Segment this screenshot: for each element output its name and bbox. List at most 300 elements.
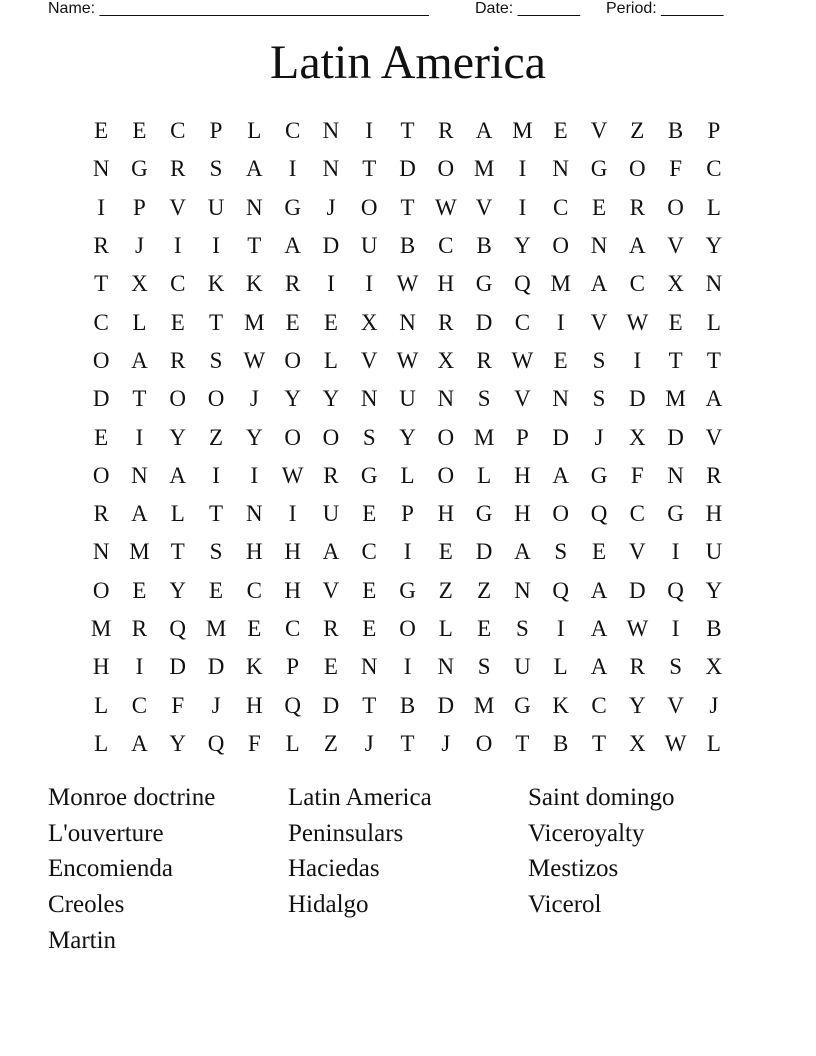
grid-letter[interactable]: N (246, 501, 263, 527)
grid-letter[interactable]: G (131, 156, 148, 182)
grid-letter[interactable]: O (92, 462, 110, 488)
grid-letter[interactable]: N (590, 233, 608, 259)
grid-letter[interactable]: X (705, 654, 723, 680)
grid-letter[interactable]: P (707, 118, 721, 144)
grid-letter[interactable]: O (437, 424, 455, 450)
grid-letter[interactable]: L (170, 501, 185, 527)
grid-letter[interactable]: D (207, 654, 225, 680)
grid-letter[interactable]: Y (169, 577, 187, 603)
grid-row (82, 572, 734, 610)
grid-letter[interactable]: S (209, 539, 223, 565)
grid-letter[interactable]: H (514, 462, 531, 488)
grid-letter[interactable]: A (590, 271, 608, 297)
grid-letter[interactable]: T (362, 156, 377, 182)
grid-letter[interactable]: Q (514, 271, 531, 297)
grid-letter[interactable]: X (437, 347, 455, 373)
grid-letter[interactable]: T (170, 539, 185, 565)
grid-letter[interactable]: N (667, 462, 684, 488)
grid-letter[interactable]: D (475, 309, 493, 335)
grid-letter[interactable]: G (475, 501, 493, 527)
grid-letter[interactable]: Y (246, 424, 263, 450)
grid-letter[interactable]: O (437, 156, 455, 182)
grid-letter[interactable]: E (132, 118, 147, 144)
grid-letter[interactable]: J (211, 692, 221, 718)
grid-letter[interactable]: F (171, 692, 185, 718)
grid-letter[interactable]: M (512, 118, 533, 144)
grid-letter[interactable]: Z (438, 577, 453, 603)
grid-letter[interactable]: L (285, 730, 300, 756)
grid-letter[interactable]: W (626, 309, 649, 335)
grid-letter[interactable]: N (322, 118, 340, 144)
grid-letter[interactable]: Q (590, 501, 608, 527)
grid-letter[interactable]: E (477, 616, 492, 641)
grid-letter[interactable]: B (399, 692, 416, 718)
grid-letter[interactable]: R (629, 654, 645, 680)
grid-letter[interactable]: O (475, 730, 493, 756)
grid-letter[interactable]: O (399, 616, 416, 641)
grid-letter[interactable]: V (590, 309, 608, 335)
grid-letter[interactable]: E (438, 539, 453, 565)
grid-letter[interactable]: X (131, 271, 148, 297)
grid-letter[interactable]: R (131, 616, 148, 641)
grid-letter[interactable]: I (288, 156, 297, 182)
grid-letter[interactable]: D (92, 386, 110, 412)
grid-letter[interactable]: M (550, 271, 571, 297)
grid-letter[interactable]: E (553, 347, 568, 373)
grid-letter[interactable]: I (212, 462, 220, 488)
grid-letter[interactable]: G (590, 156, 608, 182)
grid-letter[interactable]: R (706, 462, 722, 488)
grid-letter[interactable]: P (286, 654, 300, 680)
grid-letter[interactable]: I (518, 194, 527, 220)
grid-letter[interactable]: W (396, 347, 419, 373)
grid-letter[interactable]: L (477, 462, 492, 488)
grid-letter[interactable]: H (437, 271, 455, 297)
grid-letter[interactable]: S (477, 386, 491, 412)
grid-row (82, 725, 734, 763)
grid-letter[interactable]: S (209, 347, 223, 373)
name-field[interactable]: Name: _____________________________________ (48, 0, 429, 17)
grid-letter[interactable]: T (668, 347, 683, 373)
grid-letter[interactable]: K (246, 271, 263, 297)
grid-letter[interactable]: V (514, 386, 531, 412)
grid-letter[interactable]: N (552, 386, 570, 412)
grid-letter[interactable]: I (403, 654, 412, 680)
word-list-item: Peninsulars (288, 819, 404, 847)
grid-letter[interactable]: C (131, 692, 148, 718)
grid-letter[interactable]: D (437, 692, 455, 718)
grid-letter[interactable]: S (669, 654, 682, 680)
grid-letter[interactable]: C (438, 233, 454, 259)
grid-letter[interactable]: N (514, 577, 531, 603)
grid-letter[interactable]: A (628, 233, 646, 259)
grid-letter[interactable]: M (665, 386, 686, 412)
grid-letter[interactable]: J (441, 730, 451, 756)
grid-letter[interactable]: N (437, 654, 455, 680)
grid-letter[interactable]: J (364, 730, 374, 756)
grid-letter[interactable]: B (553, 730, 569, 756)
grid-letter[interactable]: N (92, 156, 110, 182)
grid-letter[interactable]: S (516, 616, 529, 641)
grid-letter[interactable]: T (706, 347, 721, 373)
grid-letter[interactable]: K (246, 654, 263, 680)
grid-letter[interactable]: T (400, 194, 415, 220)
grid-letter[interactable]: I (365, 118, 374, 144)
grid-letter[interactable]: L (553, 654, 568, 680)
grid-letter[interactable]: O (92, 347, 110, 373)
grid-letter[interactable]: N (552, 156, 570, 182)
grid-letter[interactable]: Y (705, 233, 723, 259)
grid-letter[interactable]: V (590, 118, 608, 144)
grid-letter[interactable]: V (667, 692, 684, 718)
grid-letter[interactable]: V (169, 194, 187, 220)
grid-letter[interactable]: W (281, 462, 304, 488)
grid-letter[interactable]: L (323, 347, 338, 373)
grid-letter[interactable]: H (437, 501, 455, 527)
grid-letter[interactable]: P (401, 501, 414, 527)
grid-letter[interactable]: N (437, 386, 455, 412)
grid-letter[interactable]: E (170, 309, 185, 335)
grid-letter[interactable]: V (360, 347, 378, 373)
grid-letter[interactable]: T (515, 730, 530, 756)
grid-letter[interactable]: T (591, 730, 607, 756)
grid-letter[interactable]: C (591, 692, 607, 718)
grid-letter[interactable]: A (131, 730, 148, 756)
grid-letter[interactable]: K (207, 271, 225, 297)
grid-letter[interactable]: T (400, 730, 415, 756)
grid-letter[interactable]: W (664, 730, 687, 756)
grid-letter[interactable]: I (403, 539, 412, 565)
grid-letter[interactable]: G (514, 692, 531, 718)
grid-letter[interactable]: A (590, 577, 608, 603)
grid-letter[interactable]: D (628, 577, 646, 603)
grid-letter[interactable]: T (400, 118, 415, 144)
grid-letter[interactable]: N (360, 386, 378, 412)
grid-letter[interactable]: B (667, 118, 684, 144)
grid-letter[interactable]: U (360, 233, 378, 259)
grid-letter[interactable]: Y (169, 730, 187, 756)
grid-letter[interactable]: O (360, 194, 378, 220)
grid-letter[interactable]: G (475, 271, 493, 297)
period-field[interactable]: Period: _______ (606, 0, 724, 17)
grid-letter[interactable]: Q (169, 616, 187, 641)
grid-letter[interactable]: I (365, 271, 374, 297)
grid-letter[interactable]: Z (323, 730, 338, 756)
grid-letter[interactable]: K (552, 692, 570, 718)
grid-letter[interactable]: W (243, 347, 266, 373)
grid-letter[interactable]: N (322, 156, 340, 182)
grid-letter[interactable]: C (361, 539, 377, 565)
grid-letter[interactable]: Z (477, 577, 492, 603)
grid-letter[interactable]: J (134, 233, 144, 259)
grid-letter[interactable]: L (706, 194, 721, 220)
grid-letter[interactable]: C (170, 118, 186, 144)
grid-letter[interactable]: O (552, 233, 570, 259)
grid-letter[interactable]: G (284, 194, 301, 220)
grid-letter[interactable]: D (322, 692, 340, 718)
grid-letter[interactable]: D (322, 233, 340, 259)
grid-letter[interactable]: X (667, 271, 684, 297)
grid-letter[interactable]: I (173, 233, 182, 259)
grid-letter[interactable]: M (244, 309, 265, 335)
grid-letter[interactable]: T (247, 233, 262, 259)
grid-letter[interactable]: J (326, 194, 336, 220)
grid-letter[interactable]: J (594, 424, 604, 450)
grid-letter[interactable]: B (706, 616, 722, 641)
grid-letter[interactable]: U (705, 539, 723, 565)
grid-letter[interactable]: R (93, 501, 109, 527)
grid-letter[interactable]: E (132, 577, 147, 603)
grid-letter[interactable]: A (246, 156, 263, 182)
grid-letter[interactable]: H (284, 577, 301, 603)
grid-letter[interactable]: R (170, 347, 186, 373)
grid-letter[interactable]: R (438, 118, 454, 144)
grid-letter[interactable]: S (362, 424, 376, 450)
grid-letter[interactable]: D (169, 654, 187, 680)
grid-letter[interactable]: C (553, 194, 569, 220)
grid-letter[interactable]: E (209, 577, 224, 603)
grid-letter[interactable]: E (323, 309, 338, 335)
grid-letter[interactable]: H (246, 692, 263, 718)
grid-letter[interactable]: R (170, 156, 186, 182)
grid-letter[interactable]: R (93, 233, 109, 259)
grid-letter[interactable]: R (476, 347, 492, 373)
grid-letter[interactable]: L (94, 692, 109, 718)
grid-row (82, 112, 734, 150)
grid-letter[interactable]: L (400, 462, 415, 488)
grid-letter[interactable]: F (669, 156, 682, 182)
grid-letter[interactable]: C (284, 616, 301, 641)
grid-letter[interactable]: F (247, 730, 261, 756)
word-list-item: Saint domingo (528, 784, 675, 811)
grid-letter[interactable]: E (94, 424, 109, 450)
grid-letter[interactable]: Y (705, 577, 723, 603)
grid-letter[interactable]: O (667, 194, 684, 220)
grid-letter[interactable]: L (132, 309, 147, 335)
grid-letter[interactable]: I (327, 271, 335, 297)
grid-letter[interactable]: V (705, 424, 723, 450)
grid-letter[interactable]: C (284, 118, 301, 144)
grid-letter[interactable]: G (667, 501, 684, 527)
grid-letter[interactable]: N (360, 654, 378, 680)
grid-letter[interactable]: A (705, 386, 723, 412)
grid-letter[interactable]: O (437, 462, 455, 488)
grid-letter[interactable]: V (322, 577, 340, 603)
grid-letter[interactable]: E (591, 539, 607, 565)
grid-letter[interactable]: B (476, 233, 492, 259)
grid-letter[interactable]: O (169, 386, 187, 412)
grid-letter[interactable]: D (628, 386, 646, 412)
grid-letter[interactable]: Y (514, 233, 531, 259)
grid-letter[interactable]: Q (552, 577, 570, 603)
grid-letter[interactable]: N (705, 271, 723, 297)
grid-letter[interactable]: I (212, 233, 220, 259)
grid-letter[interactable]: E (591, 194, 607, 220)
grid-letter[interactable]: E (94, 118, 109, 144)
grid-letter[interactable]: T (94, 271, 109, 297)
grid-letter[interactable]: R (323, 462, 339, 488)
grid-letter[interactable]: M (473, 156, 495, 182)
grid-letter[interactable]: A (514, 539, 531, 565)
grid-letter[interactable]: I (288, 501, 297, 527)
grid-letter[interactable]: P (516, 424, 529, 450)
grid-letter[interactable]: G (590, 462, 608, 488)
grid-letter[interactable]: U (207, 194, 225, 220)
grid-letter[interactable]: T (209, 309, 224, 335)
grid-letter[interactable]: I (556, 309, 565, 335)
grid-letter[interactable]: I (135, 654, 144, 680)
grid-letter[interactable]: C (170, 271, 186, 297)
grid-letter[interactable]: Y (169, 424, 187, 450)
grid-letter[interactable]: I (135, 424, 144, 450)
grid-letter[interactable]: E (668, 309, 683, 335)
grid-letter[interactable]: Z (630, 118, 645, 144)
grid-letter[interactable]: O (284, 424, 301, 450)
grid-letter[interactable]: R (323, 616, 339, 641)
grid-letter[interactable]: O (92, 577, 110, 603)
grid-letter[interactable]: M (129, 539, 150, 565)
grid-letter[interactable]: W (396, 271, 419, 297)
grid-letter[interactable]: L (247, 118, 262, 144)
grid-letter[interactable]: O (207, 386, 225, 412)
grid-letter[interactable]: L (438, 616, 453, 641)
grid-letter[interactable]: M (473, 692, 495, 718)
grid-letter[interactable]: Q (667, 577, 684, 603)
grid-letter[interactable]: H (92, 654, 110, 680)
grid-letter[interactable]: O (552, 501, 570, 527)
grid-letter[interactable]: S (477, 654, 491, 680)
grid-letter[interactable]: O (628, 156, 646, 182)
grid-letter[interactable]: E (362, 577, 377, 603)
grid-letter[interactable]: W (434, 194, 457, 220)
grid-letter[interactable]: P (209, 118, 223, 144)
grid-letter[interactable]: V (475, 194, 493, 220)
grid-letter[interactable]: I (633, 347, 642, 373)
grid-row (82, 380, 734, 418)
grid-letter[interactable]: E (323, 654, 338, 680)
grid-letter[interactable]: L (94, 730, 109, 756)
grid-letter[interactable]: S (592, 386, 606, 412)
grid-letter[interactable]: D (399, 156, 416, 182)
grid-letter[interactable]: G (360, 462, 378, 488)
grid-letter[interactable]: N (399, 309, 416, 335)
grid-letter[interactable]: T (362, 692, 377, 718)
grid-letter[interactable]: R (284, 271, 301, 297)
grid-letter[interactable]: E (362, 501, 377, 527)
grid-letter[interactable]: B (399, 233, 416, 259)
grid-letter[interactable]: X (628, 730, 646, 756)
grid-letter[interactable]: S (592, 347, 606, 373)
grid-letter[interactable]: C (629, 501, 645, 527)
grid-letter[interactable]: C (93, 309, 109, 335)
grid-letter[interactable]: M (473, 424, 495, 450)
grid-letter[interactable]: A (590, 616, 608, 641)
grid-letter[interactable]: A (169, 462, 187, 488)
grid-letter[interactable]: I (250, 462, 259, 488)
grid-letter[interactable]: A (131, 501, 148, 527)
grid-letter[interactable]: H (246, 539, 263, 565)
grid-letter[interactable]: E (362, 616, 377, 641)
grid-letter[interactable]: Q (207, 730, 225, 756)
grid-letter[interactable]: D (475, 539, 493, 565)
grid-letter[interactable]: A (131, 347, 148, 373)
grid-letter[interactable]: M (205, 616, 227, 641)
grid-letter[interactable]: V (667, 233, 684, 259)
grid-letter[interactable]: O (284, 347, 301, 373)
grid-letter[interactable]: T (132, 386, 147, 412)
grid-letter[interactable]: S (554, 539, 568, 565)
grid-letter[interactable]: A (475, 118, 493, 144)
grid-letter[interactable]: I (518, 156, 527, 182)
grid-letter[interactable]: W (511, 347, 534, 373)
grid-letter[interactable]: Y (284, 386, 301, 412)
grid-letter[interactable]: Q (284, 692, 301, 718)
grid-letter[interactable]: N (131, 462, 148, 488)
grid-letter[interactable]: Y (399, 424, 416, 450)
grid-letter[interactable]: Y (322, 386, 340, 412)
grid-letter[interactable]: A (590, 654, 608, 680)
word-list-item: Viceroyalty (528, 819, 645, 847)
grid-letter[interactable]: P (133, 194, 146, 220)
grid-letter[interactable]: C (246, 577, 262, 603)
grid-letter[interactable]: Y (628, 692, 646, 718)
grid-letter[interactable]: C (514, 309, 531, 335)
grid-letter[interactable]: U (399, 386, 416, 412)
grid-letter[interactable]: Z (209, 424, 224, 450)
grid-letter[interactable]: I (556, 616, 565, 641)
grid-letter[interactable]: E (285, 309, 300, 335)
grid-letter[interactable]: G (399, 577, 416, 603)
grid-letter[interactable]: J (709, 692, 719, 718)
grid-letter[interactable]: L (706, 309, 721, 335)
grid-letter[interactable]: L (706, 730, 721, 756)
grid-letter[interactable]: C (629, 271, 645, 297)
grid-letter[interactable]: H (514, 501, 531, 527)
grid-letter[interactable]: R (629, 194, 645, 220)
grid-letter[interactable]: A (322, 539, 340, 565)
grid-letter[interactable]: N (92, 539, 110, 565)
grid-letter[interactable]: D (552, 424, 570, 450)
word-list-item: Encomienda (48, 855, 173, 883)
grid-letter[interactable]: T (209, 501, 224, 527)
date-field[interactable]: Date: _______ (475, 0, 580, 17)
grid-letter[interactable]: X (628, 424, 646, 450)
grid-letter[interactable]: R (438, 309, 454, 335)
grid-letter[interactable]: H (705, 501, 723, 527)
grid-letter[interactable]: A (552, 462, 570, 488)
grid-letter[interactable]: J (249, 386, 259, 412)
grid-letter[interactable]: N (246, 194, 263, 220)
grid-letter[interactable]: F (630, 462, 644, 488)
grid-letter[interactable]: I (671, 616, 680, 641)
grid-letter[interactable]: E (247, 616, 262, 641)
grid-letter[interactable]: D (667, 424, 684, 450)
grid-letter[interactable]: E (553, 118, 568, 144)
grid-letter[interactable]: H (284, 539, 301, 565)
grid-letter[interactable]: O (322, 424, 340, 450)
grid-letter[interactable]: C (706, 156, 722, 182)
grid-letter[interactable]: I (671, 539, 680, 565)
grid-letter[interactable]: X (360, 309, 378, 335)
grid-letter[interactable]: A (284, 233, 301, 259)
grid-letter[interactable]: M (90, 616, 112, 641)
grid-letter[interactable]: U (514, 654, 531, 680)
grid-letter[interactable]: W (626, 616, 649, 641)
grid-letter[interactable]: I (97, 194, 105, 220)
grid-letter[interactable]: V (628, 539, 646, 565)
grid-letter[interactable]: S (209, 156, 223, 182)
grid-letter[interactable]: U (322, 501, 340, 527)
